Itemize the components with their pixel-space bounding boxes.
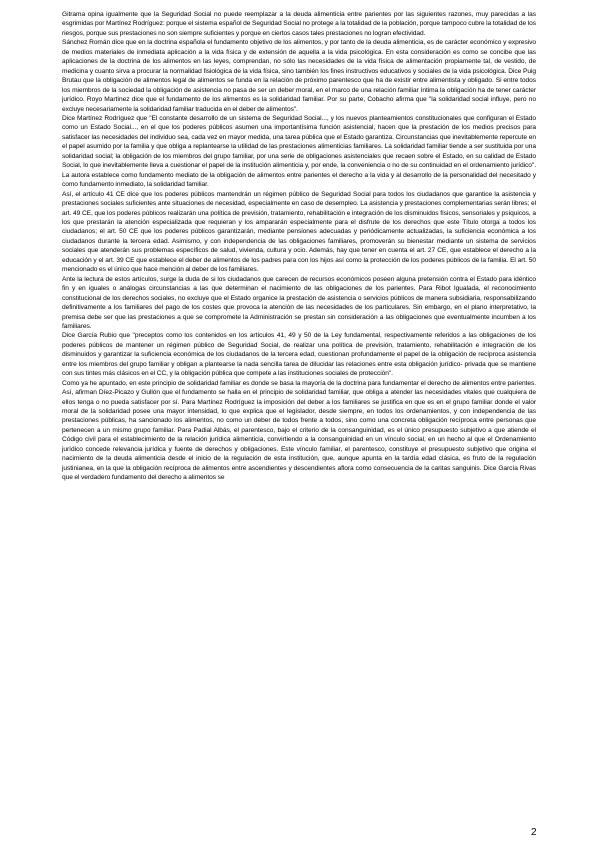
paragraph-articulo-41: Así, el artículo 41 CE dice que los poderes públicos mantendrán un régimen público de Seguridad Social para todos los ciudadanos que garantice la asistencia y prestaciones sociales suficientes ante situaciones de necesidad, especialmente en caso de desempleo. La asistencia y prestaciones complementarias serán libres; el art. 49 CE, que los poderes públicos realizarán una política de previsión, tratamiento, rehabilitación e integración de los disminuidos físicos, sensoriales y psíquicos, a los que prestarán la atención especializada que requieran y los ampararán especialmente para el disfrute de los derechos que este Título otorga a todos los ciudadanos; el art. 50 CE que los poderes públicos garantizarán, mediante pensiones adecuadas y periódicamente actualizadas, la suficiencia económica a los ciudadanos durante la tercera edad. Asimismo, y con independencia de las obligaciones familiares, promoverán su bienestar mediante un sistema de servicios sociales que atenderán sus problemas específicos de salud, vivienda, cultura y ocio. Además, hay que tener en cuenta el art. 27 CE, que establece el derecho a la educación y el art. 39 CE que establece el deber de alimentos de los padres para con los hijos así como la protección de los poderes públicos de la familia. El art. 50 mencionado es el único que hace mención al deber de los familiares. — [62, 190, 536, 274]
document-page — [62, 10, 536, 483]
paragraph-garcia-rubio: Dice García Rubio que "preceptos como los contenidos en los artículos 41, 49 y 50 de la Ley fundamental, respectivamente referidos a las obligaciones de los poderes públicos de mantener un régimen público de Seguridad Social, de realizar una política de previsión, tratamiento, rehabilitación e integración de los disminuidos y garantizar la suficiencia económica de los ciudadanos de la tercera edad, cuestionan profundamente el papel de la obligación de recíproca asistencia entre los miembros del grupo familiar y obligan a plantearse la nada sencilla tarea de dilucidar las relaciones entre esta obligación jurídico- privada que se mantiene con sus tintes más clásicos en el CC, y la obligación pública que compete a las instituciones sociales de protección". — [62, 332, 536, 378]
paragraph-martinez-rodriguez: Dice Martínez Rodríguez que "El constante desarrollo de un sistema de Seguridad Social..., y los nuevos planteamientos constitucionales que configuran el Estado como un Estado Social..., en el que los poderes públicos asumen una importantísima función asistencial, hacen que la prestación de los medios precisos para satisfacer las necesidades del individuo sea, cada vez en mayor medida, una tarea pública que el Estado garantiza. Circunstancias que inevitablemente repercute en el papel asumido por la familia y que obliga a replantearse la utilidad de las prestaciones alimenticias familiares. La solidaridad familiar tiende a ser sustituida por una solidaridad social; la obligación de los miembros del grupo familiar, por una serie de obligaciones asistenciales que recaen sobre el Estado, en su calidad de Estado Social, lo que inevitablemente lleva a cuestionar el papel de la institución alimenticia y, por ende, la conveniencia o no de su continuidad en el ordenamiento jurídico". La autora establece como fundamento mediato de la obligación de alimentos entre parientes el derecho a la vida y al desarrollo de la personalidad del necesitado y como fundamento inmediato, la solidaridad familiar. — [62, 114, 536, 189]
paragraph-lectura-articulos: Ante la lectura de estos artículos, surge la duda de si los ciudadanos que carecen de recursos económicos poseen alguna pretensión contra el Estado para idéntico fin y en iguales o análogas circunstancias a las que determinan el nacimiento de las obligaciones de los parientes. Para Ribot Igualada, el reconocimiento constitucional de los derechos sociales, no excluye que el Estado organice la prestación de asistencia o servicios públicos de manera subsidiaria, responsabilizando definitivamente a los familiares del pago de los costes que provoca la atención de las necesidades de los particulares. Sin embargo, en el plano interpretativo, la premisa debe ser que las prestaciones a que se compromete la Administración se prestan sin consideración a las obligaciones que eventualmente incumben a los familiares. — [62, 275, 536, 330]
paragraph-solidaridad-familiar: Como ya he apuntado, en este principio de solidaridad familiar es donde se basa la mayoría de la doctrina para fundamentar el derecho de alimentos entre parientes. Así, afirman Díez-Picazo y Gullón que el fundamento se halla en el principio de solidaridad familiar, que obliga a atender las necesidades vitales que cualquiera de ellos tenga o no pueda satisfacer por sí. Para Martínez Rodríguez la imposición del deber a los familiares se justifica en que es en el grupo familiar donde el valor moral de la solidaridad posee una mayor intensidad, lo que explica que el legislador, desde siempre, en todos los ordenamientos, y con independencia de las prestaciones públicas, ha sancionado los alimentos, no como un deber de todos frente a todos, sino como una concreta obligación recíproca entre personas que pertenecen a un mismo grupo familiar. Para Padial Albás, el parentesco, bajo el criterio de la consanguinidad, es el único presupuesto subjetivo a que atiende el Código civil para el establecimiento de la relación jurídica alimenticia, convirtiendo a la consanguinidad en un vínculo social, en un hecho al que el Ordenamiento jurídico concede relevancia jurídica y fuente de derechos y obligaciones. Este vínculo familiar, el parentesco, constituye el presupuesto subjetivo que origina el nacimiento de la deuda alimenticia desde el inicio de la regulación de esta institución, que, aunque apunta en la tardía edad clásica, es fruto de la regulación justinianea, en la que la obligación recíproca de alimentos entre ascendientes y descendientes aflora como consecuencia de la caritas sanguinis. Dice García Rivas que el verdadero fundamento del derecho a alimentos se — [62, 379, 536, 482]
paragraph-gitrama: Gitrama opina igualmente que la Seguridad Social no puede reemplazar a la deuda alimenticia entre parientes por las siguientes razones, muy parecidas a las esgrimidas por Martínez Rodríguez: porque el sistema español de Seguridad Social no protege a la totalidad de la población, porque tampoco cubre la totalidad de los riesgos, porque sus prestaciones no son siempre suficientes y porque en ciertos casos tales prestaciones no logran efectividad. — [62, 11, 536, 37]
page-number: 2 — [531, 827, 537, 838]
paragraph-sanchez-roman: Sánchez Román dice que en la doctrina española el fundamento objetivo de los alimentos, y por tanto de la deuda alimenticia, es de carácter económico y expresivo de medios materiales de inmediata aplicación a la vida física y de extensión de aquella a la vida psicológica. En esta consideración es como se concibe que las aplicaciones de la doctrina de los alimentos en las leyes, comprendan, no sólo las necesidades de la vida física de alimentación propiamente tal, de vestido, de medicina y cuanto sirva a procurar la normalidad fisiológica de la vida física, sino también los fines instructivos educativos y sociales de la vida psicológica. Dice Puig Brutau que la obligación de alimentos legal de alimentos se funda en la relación de próximo parentesco que ha de existir entre alimentista y obligado. Si entre todos los miembros de la sociedad la obligación de asistencia no pasa de ser un deber moral, en el marco de una relación familiar íntima la obligación ha de tener carácter jurídico. Royo Martínez dice que el fundamento de los alimentos es la solidaridad familiar. Por su parte, Cobacho afirma que "la solidaridad social influye, pero no excluye necesariamente la solidaridad familiar traducida en el deber de alimentos". — [62, 39, 536, 113]
